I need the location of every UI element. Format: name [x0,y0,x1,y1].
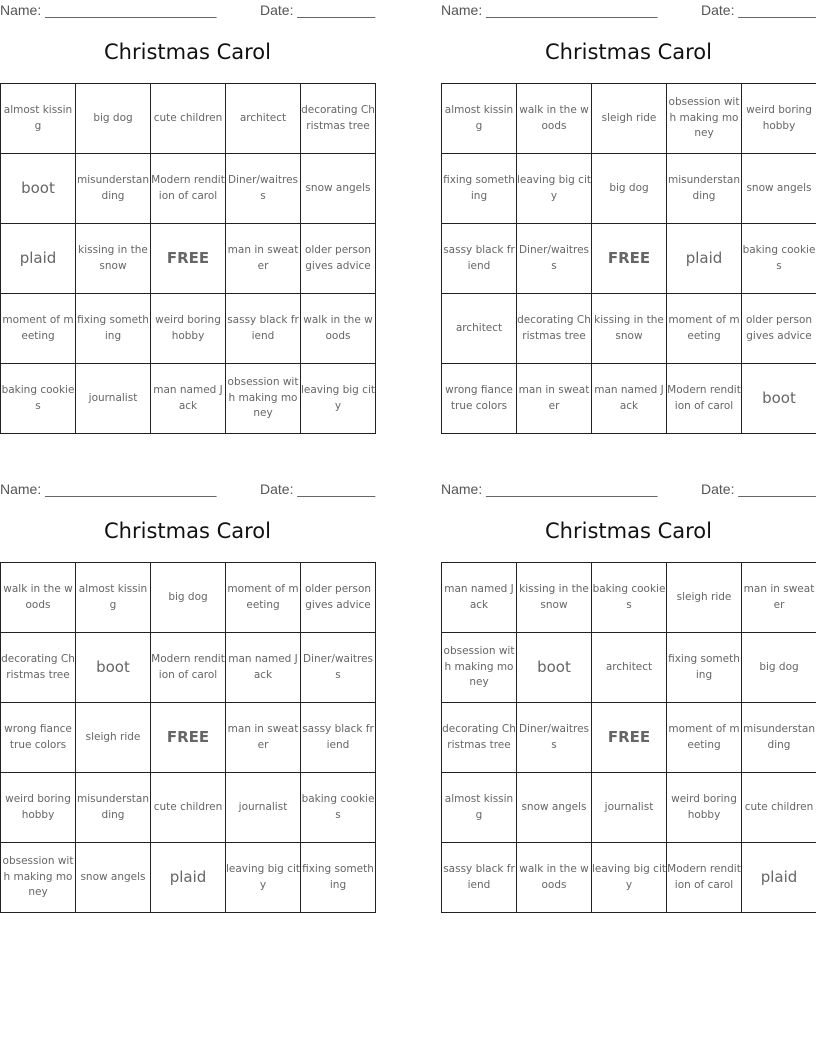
bingo-cell-text: man named Jack [228,653,298,681]
bingo-cell-text: plaid [760,867,798,886]
bingo-cell-text: fixing something [302,863,374,891]
bingo-cell [226,633,301,703]
bingo-cell-text: kissing in the snow [594,314,664,342]
bingo-cell-text: FREE [166,727,210,746]
bingo-cell [742,84,816,154]
bingo-grid [0,562,376,913]
card-title: Christmas Carol [104,519,271,543]
bingo-cell-text: boot [21,178,55,197]
bingo-cell [442,703,517,773]
bingo-cell [517,563,592,633]
bingo-cell-text: cute children [153,800,223,813]
bingo-cell [151,843,226,913]
bingo-cell-text: boot [96,657,130,676]
bingo-cell-text: wrong fiance true colors [4,723,72,751]
bingo-cell [667,84,742,154]
bingo-cell [517,84,592,154]
bingo-cell [76,843,151,913]
bingo-cell-text: snow angels [746,181,812,194]
bingo-cell-text: snow angels [521,800,587,813]
bingo-row [1,364,376,434]
bingo-cell-text: architect [605,660,653,673]
bingo-cell-text: leaving big city [517,174,591,202]
bingo-cell [592,294,667,364]
bingo-card-2 [441,0,816,412]
bingo-cell-text: cute children [744,800,814,813]
bingo-cell [442,633,517,703]
bingo-row [1,633,376,703]
bingo-cell [151,364,226,434]
bingo-cell-text: sleigh ride [601,111,657,124]
bingo-cell-text: moment of meeting [668,723,740,751]
bingo-cell-text: moment of meeting [227,583,299,611]
bingo-cell-text: older person gives advice [304,244,372,272]
bingo-cell-text: walk in the woods [519,104,589,132]
name-field-label: Name: ______________________ [0,481,217,497]
bingo-cell [76,154,151,224]
bingo-cell-text: man named Jack [153,384,223,412]
bingo-cell [442,154,517,224]
bingo-cell-text: misunderstanding [76,174,150,202]
bingo-cell-text: obsession with making money [227,376,299,420]
bingo-cell-text: sassy black friend [227,314,299,342]
bingo-cell-text: FREE [166,248,210,267]
bingo-cell-text: FREE [607,727,651,746]
bingo-cell-text: plaid [685,248,723,267]
bingo-cell [592,84,667,154]
bingo-cell [742,773,816,843]
bingo-cell-text: architect [239,111,287,124]
bingo-cell [442,224,517,294]
card-title: Christmas Carol [545,519,712,543]
bingo-cell [592,154,667,224]
bingo-cell [442,294,517,364]
bingo-cell [667,843,742,913]
bingo-cell [742,843,816,913]
bingo-row [442,633,816,703]
bingo-cell [1,563,76,633]
bingo-cell-text: older person gives advice [304,583,372,611]
bingo-cell [1,154,76,224]
bingo-row [1,294,376,364]
bingo-cell [442,773,517,843]
bingo-cell [151,224,226,294]
bingo-cell-text: baking cookies [592,583,666,611]
name-date-row [441,0,816,20]
bingo-cell-text: decorating Christmas tree [442,723,516,751]
bingo-cell [226,563,301,633]
bingo-cell [76,773,151,843]
bingo-cell-text: baking cookies [1,384,75,412]
bingo-cell [517,294,592,364]
bingo-cell [592,773,667,843]
bingo-cell-text: baking cookies [742,244,816,272]
bingo-cell-text: weird boring hobby [155,314,221,342]
bingo-row [442,563,816,633]
bingo-cell-text: FREE [607,248,651,267]
bingo-cell [301,224,376,294]
bingo-cell [442,364,517,434]
bingo-cell [592,563,667,633]
bingo-cell [517,364,592,434]
bingo-cell-text: man in sweater [518,384,590,412]
bingo-cell [592,703,667,773]
bingo-cell-text: boot [537,657,571,676]
bingo-row [442,703,816,773]
name-date-row [0,0,375,20]
bingo-cell-text: wrong fiance true colors [445,384,513,412]
bingo-cell [517,703,592,773]
bingo-row [442,84,816,154]
bingo-cell [517,843,592,913]
bingo-cell-text: fixing something [443,174,515,202]
bingo-cell [1,843,76,913]
bingo-cell [517,154,592,224]
bingo-cell-text: man in sweater [227,244,299,272]
bingo-cell [592,843,667,913]
bingo-cell [226,154,301,224]
bingo-cell-text: Modern rendition of carol [151,653,225,681]
bingo-cell [301,364,376,434]
bingo-cell-text: cute children [153,111,223,124]
bingo-cell-text: almost kissing [444,104,514,132]
bingo-cell [301,843,376,913]
name-field-label: Name: ______________________ [0,2,217,18]
date-field-label: Date: __________ [260,481,376,497]
bingo-cell-text: fixing something [668,653,740,681]
bingo-cell-text: older person gives advice [745,314,813,342]
bingo-cell-text: big dog [168,590,208,603]
bingo-cell-text: sassy black friend [443,863,515,891]
bingo-cell-text: fixing something [77,314,149,342]
bingo-cell [742,364,816,434]
bingo-cell-text: sassy black friend [443,244,515,272]
bingo-row [442,294,816,364]
bingo-cell [151,703,226,773]
bingo-cell [667,703,742,773]
bingo-row [1,773,376,843]
bingo-cell-text: obsession with making money [668,96,740,140]
bingo-cell [1,703,76,773]
bingo-cell-text: man named Jack [444,583,514,611]
bingo-cell-text: journalist [238,800,288,813]
bingo-cell [301,773,376,843]
bingo-cell [301,84,376,154]
bingo-cell [226,84,301,154]
bingo-cell [1,364,76,434]
bingo-cell-text: Modern rendition of carol [667,863,741,891]
bingo-cell-text: sleigh ride [676,590,732,603]
bingo-cell [226,294,301,364]
bingo-cell [742,224,816,294]
name-date-row [441,479,816,499]
bingo-cell-text: journalist [604,800,654,813]
bingo-cell-text: big dog [609,181,649,194]
bingo-cell-text: sleigh ride [85,730,141,743]
bingo-cell [226,773,301,843]
bingo-card-4 [441,479,816,891]
bingo-cell-text: almost kissing [78,583,148,611]
bingo-cell [742,154,816,224]
bingo-cell [592,224,667,294]
bingo-cell-text: misunderstanding [76,793,150,821]
bingo-cell [151,563,226,633]
bingo-cell [667,154,742,224]
bingo-cell [151,633,226,703]
bingo-cell [226,224,301,294]
bingo-cell-text: walk in the woods [303,314,373,342]
bingo-row [1,224,376,294]
bingo-cell-text: leaving big city [226,863,300,891]
bingo-row [442,773,816,843]
bingo-cell [76,633,151,703]
bingo-cell [592,633,667,703]
name-field-label: Name: ______________________ [441,2,658,18]
bingo-cell [301,154,376,224]
bingo-cell [742,633,816,703]
bingo-cell-text: big dog [759,660,799,673]
bingo-cell [442,84,517,154]
bingo-cell-text: Diner/waitress [227,174,299,202]
bingo-row [1,563,376,633]
bingo-row [1,843,376,913]
bingo-cell [301,633,376,703]
bingo-row [442,154,816,224]
bingo-cell [742,703,816,773]
bingo-cell-text: almost kissing [444,793,514,821]
bingo-cell-text: snow angels [305,181,371,194]
bingo-cell [76,294,151,364]
bingo-cell [151,294,226,364]
bingo-grid [441,83,816,434]
bingo-cell [592,364,667,434]
bingo-cell [226,364,301,434]
bingo-cell-text: kissing in the snow [519,583,589,611]
bingo-cell-text: plaid [169,867,207,886]
bingo-cell-text: man in sweater [743,583,815,611]
bingo-cell-text: baking cookies [301,793,375,821]
bingo-cell-text: man named Jack [594,384,664,412]
bingo-cell-text: plaid [19,248,57,267]
bingo-cell-text: moment of meeting [668,314,740,342]
bingo-cell [76,224,151,294]
bingo-cell-text: misunderstanding [667,174,741,202]
bingo-cell [667,364,742,434]
date-field-label: Date: __________ [701,2,816,18]
bingo-cell [1,633,76,703]
bingo-cell-text: snow angels [80,870,146,883]
bingo-cell [1,773,76,843]
bingo-cell [517,224,592,294]
bingo-cell [1,224,76,294]
bingo-cell-text: Diner/waitress [518,723,590,751]
bingo-cell-text: Modern rendition of carol [667,384,741,412]
bingo-cell-text: decorating Christmas tree [301,104,375,132]
bingo-cell [76,364,151,434]
bingo-cell-text: walk in the woods [3,583,73,611]
bingo-cell [151,154,226,224]
bingo-cell-text: weird boring hobby [5,793,71,821]
bingo-cell [226,703,301,773]
bingo-cell-text: almost kissing [3,104,73,132]
bingo-cell [442,843,517,913]
bingo-cell-text: weird boring hobby [671,793,737,821]
bingo-cell-text: Diner/waitress [302,653,374,681]
bingo-grid [441,562,816,913]
bingo-cell-text: decorating Christmas tree [1,653,75,681]
bingo-row [442,364,816,434]
bingo-cell [301,563,376,633]
bingo-row [1,154,376,224]
bingo-cell [667,773,742,843]
bingo-cell-text: leaving big city [592,863,666,891]
bingo-cell-text: sassy black friend [302,723,374,751]
bingo-cell-text: architect [455,321,503,334]
bingo-cell-text: Modern rendition of carol [151,174,225,202]
bingo-cell [442,563,517,633]
bingo-cell-text: obsession with making money [2,855,74,899]
bingo-cell-text: kissing in the snow [78,244,148,272]
bingo-card-3 [0,479,376,899]
bingo-cell [76,84,151,154]
bingo-cell [151,773,226,843]
bingo-cell [1,294,76,364]
date-field-label: Date: __________ [260,2,376,18]
card-title: Christmas Carol [545,40,712,64]
bingo-cell-text: Diner/waitress [518,244,590,272]
bingo-cell [226,843,301,913]
bingo-cell-text: man in sweater [227,723,299,751]
bingo-cell [667,294,742,364]
bingo-cell [301,703,376,773]
bingo-cell-text: leaving big city [301,384,375,412]
bingo-row [442,843,816,913]
bingo-cell [667,563,742,633]
name-date-row [0,479,375,499]
date-field-label: Date: __________ [701,481,816,497]
bingo-row [442,224,816,294]
bingo-cell [1,84,76,154]
bingo-cell [517,773,592,843]
bingo-cell [76,563,151,633]
bingo-cell-text: moment of meeting [2,314,74,342]
bingo-grid [0,83,376,434]
bingo-cell-text: boot [762,388,796,407]
bingo-cell-text: decorating Christmas tree [517,314,591,342]
bingo-row [1,703,376,773]
bingo-cell-text: misunderstanding [742,723,816,751]
card-title: Christmas Carol [104,40,271,64]
bingo-cell [76,703,151,773]
bingo-cell [301,294,376,364]
name-field-label: Name: ______________________ [441,481,658,497]
bingo-cell [667,633,742,703]
bingo-row [1,84,376,154]
bingo-cell [517,633,592,703]
bingo-cell-text: journalist [88,391,138,404]
bingo-cell-text: walk in the woods [519,863,589,891]
bingo-cell-text: weird boring hobby [746,104,812,132]
bingo-card-1 [0,0,376,420]
bingo-cell [742,563,816,633]
bingo-cell [667,224,742,294]
bingo-cell-text: obsession with making money [443,645,515,689]
bingo-cell [742,294,816,364]
bingo-cell-text: big dog [93,111,133,124]
bingo-cell [151,84,226,154]
